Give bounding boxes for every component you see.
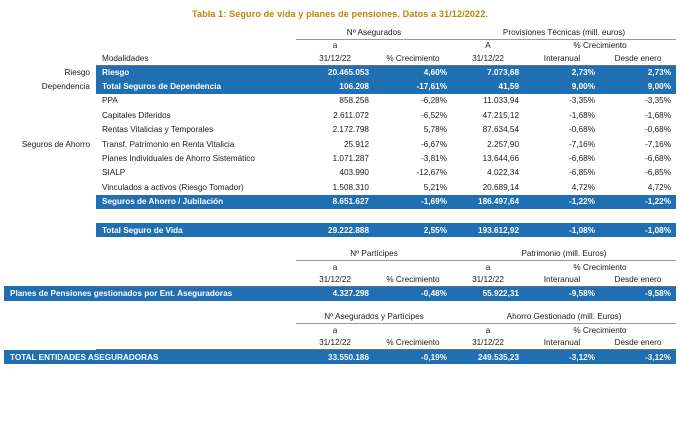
row-value-desde-enero: -6,85% xyxy=(645,168,672,178)
row-category xyxy=(4,123,96,137)
row-value-provisiones: 13.644,66 xyxy=(482,154,520,164)
row-value-patrimonio: 55.922,31 xyxy=(452,286,524,300)
sub-header-row xyxy=(4,39,676,52)
group-header-asegurados: Nº Asegurados xyxy=(296,26,452,39)
spacer-cell xyxy=(4,39,96,52)
row-category xyxy=(4,151,96,165)
table-row xyxy=(4,137,676,151)
table-title: Tabla 1: Seguro de vida y planes de pensiones. Datos a 31/12/2022. xyxy=(191,9,489,19)
spacer-cell xyxy=(4,247,96,260)
table-row xyxy=(4,180,676,194)
col-header-interanual: Interanual xyxy=(524,52,600,65)
spacer-cell xyxy=(374,260,452,273)
total-value-asegurados: 29.222.888 xyxy=(296,223,374,237)
col-header-desde-enero: Desde enero xyxy=(600,52,676,65)
row-value-asegurados: 1.508.310 xyxy=(332,182,369,192)
row-label: Planes de Pensiones gestionados por Ent. Aseguradoras xyxy=(4,286,296,300)
row-value-interanual: -7,16% xyxy=(569,139,596,149)
col-header-interanual: Interanual xyxy=(524,337,600,350)
row-value-provisiones: 47.215,12 xyxy=(482,110,520,120)
column-header-row xyxy=(4,273,676,286)
col-header-crecimiento-left: % Crecimiento xyxy=(374,52,452,65)
row-label: PPA xyxy=(102,96,118,106)
row-value-desde-enero: -6,68% xyxy=(645,154,672,164)
row-category xyxy=(4,180,96,194)
row-category: Dependencia xyxy=(41,82,90,92)
row-value-provisiones: 4.022,34 xyxy=(487,168,520,178)
table-planes-pensiones xyxy=(4,247,676,310)
spacer-cell xyxy=(4,237,676,247)
row-label: Seguros de Ahorro / Jubilación xyxy=(96,195,296,209)
spacer-cell xyxy=(4,52,96,65)
row-value-desde-enero: -7,16% xyxy=(645,139,672,149)
sub-header-a-right: a xyxy=(485,325,491,335)
col-header-fecha-left: 31/12/22 xyxy=(296,337,374,350)
spacer-cell xyxy=(4,273,96,286)
row-value-desde-enero: 4,72% xyxy=(647,182,672,192)
row-value-interanual: -1,22% xyxy=(524,195,600,209)
column-header-row xyxy=(4,52,676,65)
spacer-cell xyxy=(96,311,296,324)
row-label: Rentas Vitalicias y Temporales xyxy=(102,125,214,135)
sub-header-a-left: a xyxy=(332,325,338,335)
row-value-ahorro: 249.535,23 xyxy=(452,350,524,364)
group-header-row xyxy=(4,311,676,324)
col-header-fecha-right: 31/12/22 xyxy=(452,273,524,286)
row-value-provisiones: 41,59 xyxy=(452,79,524,93)
row-value-crecimiento: -6,28% xyxy=(421,96,448,106)
table-row xyxy=(4,151,676,165)
sub-header-crecimiento: % Crecimiento xyxy=(573,41,627,51)
spacer-cell xyxy=(4,301,676,311)
row-value-interanual: -6,68% xyxy=(569,154,596,164)
row-label: Vinculados a activos (Riesgo Tomador) xyxy=(102,182,244,192)
row-value-provisiones: 2.257,90 xyxy=(487,139,520,149)
table-row xyxy=(4,79,676,93)
spacer-cell xyxy=(96,26,296,39)
row-value-interanual: -6,85% xyxy=(569,168,596,178)
spacer-row xyxy=(4,237,676,247)
row-value-provisiones: 87.634,54 xyxy=(482,125,520,135)
row-label: Planes Individuales de Ahorro Sistemático xyxy=(102,154,255,164)
col-header-fecha-left: 31/12/22 xyxy=(296,273,374,286)
row-value-crecimiento: -12,67% xyxy=(416,168,448,178)
group-header-row xyxy=(4,26,676,39)
row-category xyxy=(4,94,96,108)
group-header-provisiones: Provisiones Técnicas (mill. euros) xyxy=(452,26,676,39)
sub-header-a-right: a xyxy=(485,262,491,272)
group-header-patrimonio: Patrimonio (mill. Euros) xyxy=(452,247,676,260)
spacer-cell xyxy=(4,337,96,350)
row-value-crecimiento: -17,61% xyxy=(374,79,452,93)
row-value-desde-enero: 9,00% xyxy=(600,79,676,93)
row-label: Capitales Diferidos xyxy=(102,110,171,120)
col-header-crecimiento-left: % Crecimiento xyxy=(374,273,452,286)
sub-header-crecimiento: % Crecimiento xyxy=(573,325,627,335)
row-value-interanual: -9,58% xyxy=(524,286,600,300)
row-value-crecimiento: -3,81% xyxy=(421,154,448,164)
table-row-planes-pensiones xyxy=(4,286,676,300)
row-value-asegurados: 106.208 xyxy=(296,79,374,93)
spacer-cell xyxy=(4,311,96,324)
row-value-asegurados: 403.990 xyxy=(339,168,369,178)
row-value-asegurados: 25.912 xyxy=(343,139,369,149)
row-category xyxy=(4,108,96,122)
table-row-total-entidades xyxy=(4,350,676,364)
spacer-cell xyxy=(4,216,676,223)
spacer-row xyxy=(4,216,676,223)
spacer-cell xyxy=(374,39,452,52)
row-value-interanual: 2,73% xyxy=(524,65,600,79)
row-value-crecimiento: -6,52% xyxy=(421,110,448,120)
row-category xyxy=(4,166,96,180)
row-value-crecimiento: 5,78% xyxy=(423,125,448,135)
table-row xyxy=(4,65,676,79)
row-value-interanual: -3,12% xyxy=(524,350,600,364)
row-value-interanual: -3,35% xyxy=(569,96,596,106)
row-value-participes: 4.327.298 xyxy=(296,286,374,300)
row-value-provisiones: 7.073,68 xyxy=(452,65,524,79)
total-value-provisiones: 193.612,92 xyxy=(452,223,524,237)
row-value-provisiones: 186.497,64 xyxy=(452,195,524,209)
col-header-fecha-right: 31/12/22 xyxy=(452,337,524,350)
row-value-crecimiento: -0,48% xyxy=(374,286,452,300)
row-label: Total Seguros de Dependencia xyxy=(96,79,296,93)
row-label: TOTAL ENTIDADES ASEGURADORAS xyxy=(4,350,296,364)
row-value-crecimiento: -0,19% xyxy=(374,350,452,364)
group-header-asegurados-participes: Nº Asegurados y Partícipes xyxy=(296,311,452,324)
row-value-crecimiento: -6,67% xyxy=(421,139,448,149)
table-row xyxy=(4,166,676,180)
spacer-cell xyxy=(96,247,296,260)
spacer-cell xyxy=(96,337,296,350)
spacer-cell xyxy=(96,260,296,273)
spacer-cell xyxy=(96,273,296,286)
row-value-asegurados: 858.258 xyxy=(339,96,369,106)
row-category xyxy=(4,195,96,209)
table-row-subtotal xyxy=(4,195,676,209)
row-value-desde-enero: -1,68% xyxy=(645,110,672,120)
row-value-desde-enero: -3,35% xyxy=(645,96,672,106)
row-value-interanual: -1,68% xyxy=(569,110,596,120)
row-value-desde-enero: -9,58% xyxy=(600,286,676,300)
row-value-desde-enero: 2,73% xyxy=(600,65,676,79)
table-row xyxy=(4,108,676,122)
row-value-desde-enero: -1,22% xyxy=(600,195,676,209)
group-header-ahorro-gestionado: Ahorro Gestionado (mill. Euros) xyxy=(452,311,676,324)
row-value-interanual: 4,72% xyxy=(571,182,596,192)
row-value-crecimiento: 4,60% xyxy=(374,65,452,79)
sub-header-a-right: A xyxy=(485,41,491,51)
table-row xyxy=(4,94,676,108)
column-header-row xyxy=(4,337,676,350)
row-label: Transf. Patrimonio en Renta Vitalicia xyxy=(102,139,235,149)
sub-header-row xyxy=(4,324,676,337)
col-header-desde-enero: Desde enero xyxy=(600,337,676,350)
row-value-asegurados: 1.071.287 xyxy=(332,154,369,164)
spacer-cell xyxy=(4,26,96,39)
col-header-desde-enero: Desde enero xyxy=(600,273,676,286)
col-header-crecimiento-left: % Crecimiento xyxy=(374,337,452,350)
total-value-desde-enero: -1,08% xyxy=(600,223,676,237)
sub-header-a-left: a xyxy=(332,262,338,272)
total-value-crecimiento: 2,55% xyxy=(374,223,452,237)
row-category: Riesgo xyxy=(64,67,90,77)
sub-header-row xyxy=(4,260,676,273)
row-value-provisiones: 11.033,94 xyxy=(483,96,520,106)
table-seguro-vida xyxy=(4,26,676,247)
col-header-modalidades: Modalidades xyxy=(96,52,296,65)
row-value-asegurados: 2.172.798 xyxy=(332,125,369,135)
row-value-interanual: 9,00% xyxy=(524,79,600,93)
spacer-cell xyxy=(4,260,96,273)
row-value-asegurados: 2.611.072 xyxy=(333,110,369,120)
total-value-interanual: -1,08% xyxy=(524,223,600,237)
table-row-total-vida xyxy=(4,223,676,237)
spacer-row xyxy=(4,209,676,216)
row-value-provisiones: 20.689,14 xyxy=(482,182,520,192)
row-value-desde-enero: -0,68% xyxy=(645,125,672,135)
row-category: Seguros de Ahorro xyxy=(21,139,90,149)
table-row xyxy=(4,123,676,137)
group-header-participes: Nº Partícipes xyxy=(296,247,452,260)
row-value-desde-enero: -3,12% xyxy=(600,350,676,364)
group-header-row xyxy=(4,247,676,260)
col-header-fecha-right: 31/12/22 xyxy=(452,52,524,65)
row-value-crecimiento: 5,21% xyxy=(423,182,448,192)
sub-header-a-left: a xyxy=(332,41,338,51)
table-total-entidades xyxy=(4,311,676,364)
spacer-cell xyxy=(96,324,296,337)
col-header-interanual: Interanual xyxy=(524,273,600,286)
col-header-fecha-left: 31/12/22 xyxy=(296,52,374,65)
row-label: SIALP xyxy=(102,168,126,178)
spacer-cell xyxy=(4,324,96,337)
row-value-asegurados: 8.651.627 xyxy=(296,195,374,209)
sub-header-crecimiento: % Crecimiento xyxy=(573,262,627,272)
spacer-row xyxy=(4,301,676,311)
spacer-cell xyxy=(4,209,676,216)
row-value-asegurados-participes: 33.550.186 xyxy=(296,350,374,364)
spacer-cell xyxy=(96,39,296,52)
row-value-interanual: -0,68% xyxy=(569,125,596,135)
spacer-cell xyxy=(374,324,452,337)
row-value-asegurados: 20.465.053 xyxy=(296,65,374,79)
row-label: Riesgo xyxy=(96,65,296,79)
total-label: Total Seguro de Vida xyxy=(96,223,296,237)
spacer-cell xyxy=(4,223,96,237)
row-value-crecimiento: -1,69% xyxy=(374,195,452,209)
